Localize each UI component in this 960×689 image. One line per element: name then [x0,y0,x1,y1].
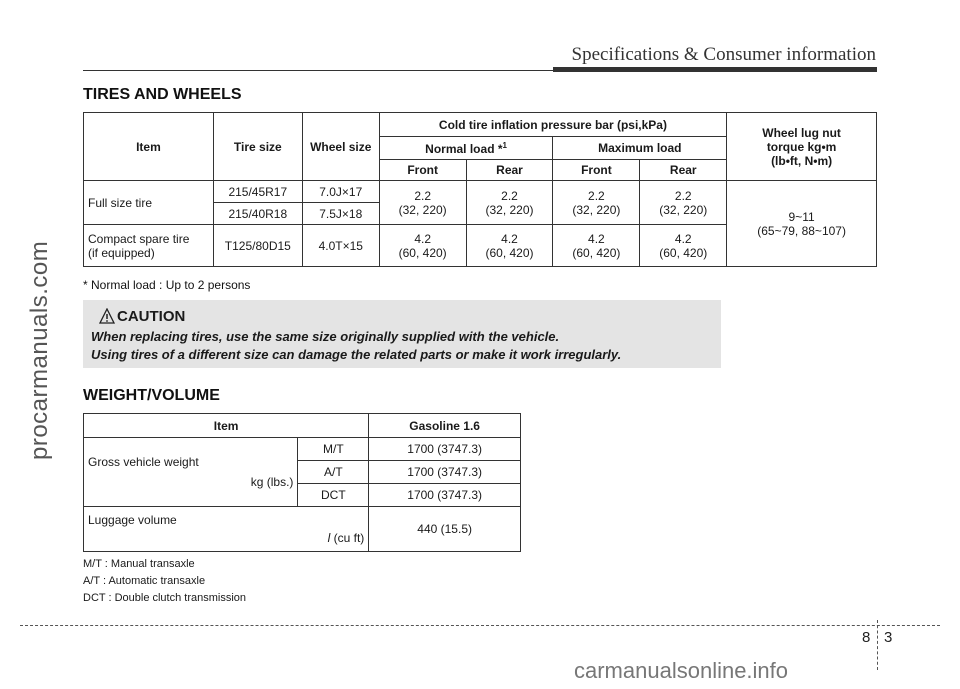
weight-section-title: WEIGHT/VOLUME [83,387,220,404]
weight-table [83,413,521,552]
note-dct: DCT : Double clutch transmission [83,592,247,604]
pressure-cell [640,225,727,267]
header-front: Front [379,160,466,181]
caution-box [83,300,721,368]
pressure-sub: (60, 420) [572,245,621,260]
pressure-main: 2.2 [674,188,692,203]
header-item: Item [84,414,369,438]
pressure-cell [640,181,727,225]
wheel-size-cell: 7.0J×17 [302,181,379,203]
lug-value-line2: (65~79, 88~107) [757,223,846,238]
liter-symbol: l [327,531,331,545]
header-rule-thick [553,67,877,72]
footer-rule [20,625,940,626]
caution-title: CAUTION [117,308,186,325]
header-maximum-load: Maximum load [553,137,727,160]
transaxle-cell: A/T [298,461,369,484]
pressure-main: 2.2 [501,188,518,203]
pressure-main: 4.2 [588,231,605,246]
lug-nut-value [727,181,877,267]
full-size-label: Full size tire [84,181,214,225]
transaxle-cell: M/T [298,438,369,461]
warning-icon [99,308,115,324]
pressure-sub: (60, 420) [398,245,447,260]
header-lug-nut [727,113,877,181]
wheel-size-cell: 4.0T×15 [302,225,379,267]
gross-weight-unit: kg (lbs.) [250,475,294,489]
pressure-cell [379,181,466,225]
luggage-cell [84,507,369,552]
page-header-title: Specifications & Consumer information [571,44,876,65]
pressure-sub: (32, 220) [659,202,708,217]
footer-site-mark: carmanualsonline.info [574,658,789,683]
pressure-cell [466,225,553,267]
pressure-sub: (32, 220) [572,202,621,217]
pressure-sub: (32, 220) [485,202,534,217]
pressure-cell [466,181,553,225]
lug-value-line1: 9~11 [788,209,815,224]
caution-text [91,328,621,364]
header-rear: Rear [640,160,727,181]
gross-weight-cell [84,438,298,507]
luggage-label: Luggage volume [88,513,177,527]
header-cold-pressure: Cold tire inflation pressure bar (psi,kPa) [379,113,726,137]
header-tire-size: Tire size [213,113,302,181]
watermark-left: procarmanuals.com [26,240,53,460]
wheel-size-cell: 7.5J×18 [302,203,379,225]
page-number: 3 [884,629,893,646]
pressure-main: 4.2 [414,231,431,246]
pressure-main: 2.2 [414,188,431,203]
header-rear: Rear [466,160,553,181]
luggage-unit-rest: (cu ft) [330,531,365,545]
header-gasoline: Gasoline 1.6 [369,414,521,438]
header-item: Item [84,113,214,181]
normal-load-sup: 1 [502,140,507,150]
gross-weight-label: Gross vehicle weight [88,455,199,469]
tire-size-cell: T125/80D15 [213,225,302,267]
pressure-sub: (32, 220) [398,202,447,217]
pressure-sub: (60, 420) [485,245,534,260]
header-rule [83,70,553,71]
header-wheel-size: Wheel size [302,113,379,181]
normal-load-text: Normal load * [425,141,503,156]
pressure-main: 2.2 [588,188,605,203]
pressure-cell [553,181,640,225]
pressure-cell [553,225,640,267]
pressure-main: 4.2 [674,231,692,246]
note-mt: M/T : Manual transaxle [83,558,195,570]
compact-label-line2: (if equipped) [88,245,155,260]
footer-divider [877,620,878,670]
luggage-unit [88,531,364,545]
compact-spare-label [84,225,214,267]
compact-label-line1: Compact spare tire [88,231,190,246]
lug-nut-line2: torque kg•m [766,139,837,154]
tires-section-title: TIRES AND WHEELS [83,86,242,103]
pressure-main: 4.2 [501,231,518,246]
weight-value-cell: 1700 (3747.3) [369,438,521,461]
caution-line: Using tires of a different size can damage the related parts or make it work irregularly. [91,347,622,362]
tire-size-cell: 215/40R18 [213,203,302,225]
caution-line: When replacing tires, use the same size originally supplied with the vehicle. [91,329,560,344]
lug-nut-line1: Wheel lug nut [762,125,841,140]
tires-footnote: * Normal load : Up to 2 persons [83,278,251,292]
lug-nut-line3: (lb•ft, N•m) [771,153,833,168]
tires-table [83,112,877,267]
note-at: A/T : Automatic transaxle [83,575,206,587]
weight-value-cell: 1700 (3747.3) [369,484,521,507]
pressure-sub: (60, 420) [659,245,708,260]
pressure-cell [379,225,466,267]
transaxle-notes [83,556,246,607]
transaxle-cell: DCT [298,484,369,507]
header-normal-load [379,137,553,160]
tire-size-cell: 215/45R17 [213,181,302,203]
luggage-value: 440 (15.5) [369,507,521,552]
weight-value-cell: 1700 (3747.3) [369,461,521,484]
header-front: Front [553,160,640,181]
chapter-number: 8 [862,629,871,646]
